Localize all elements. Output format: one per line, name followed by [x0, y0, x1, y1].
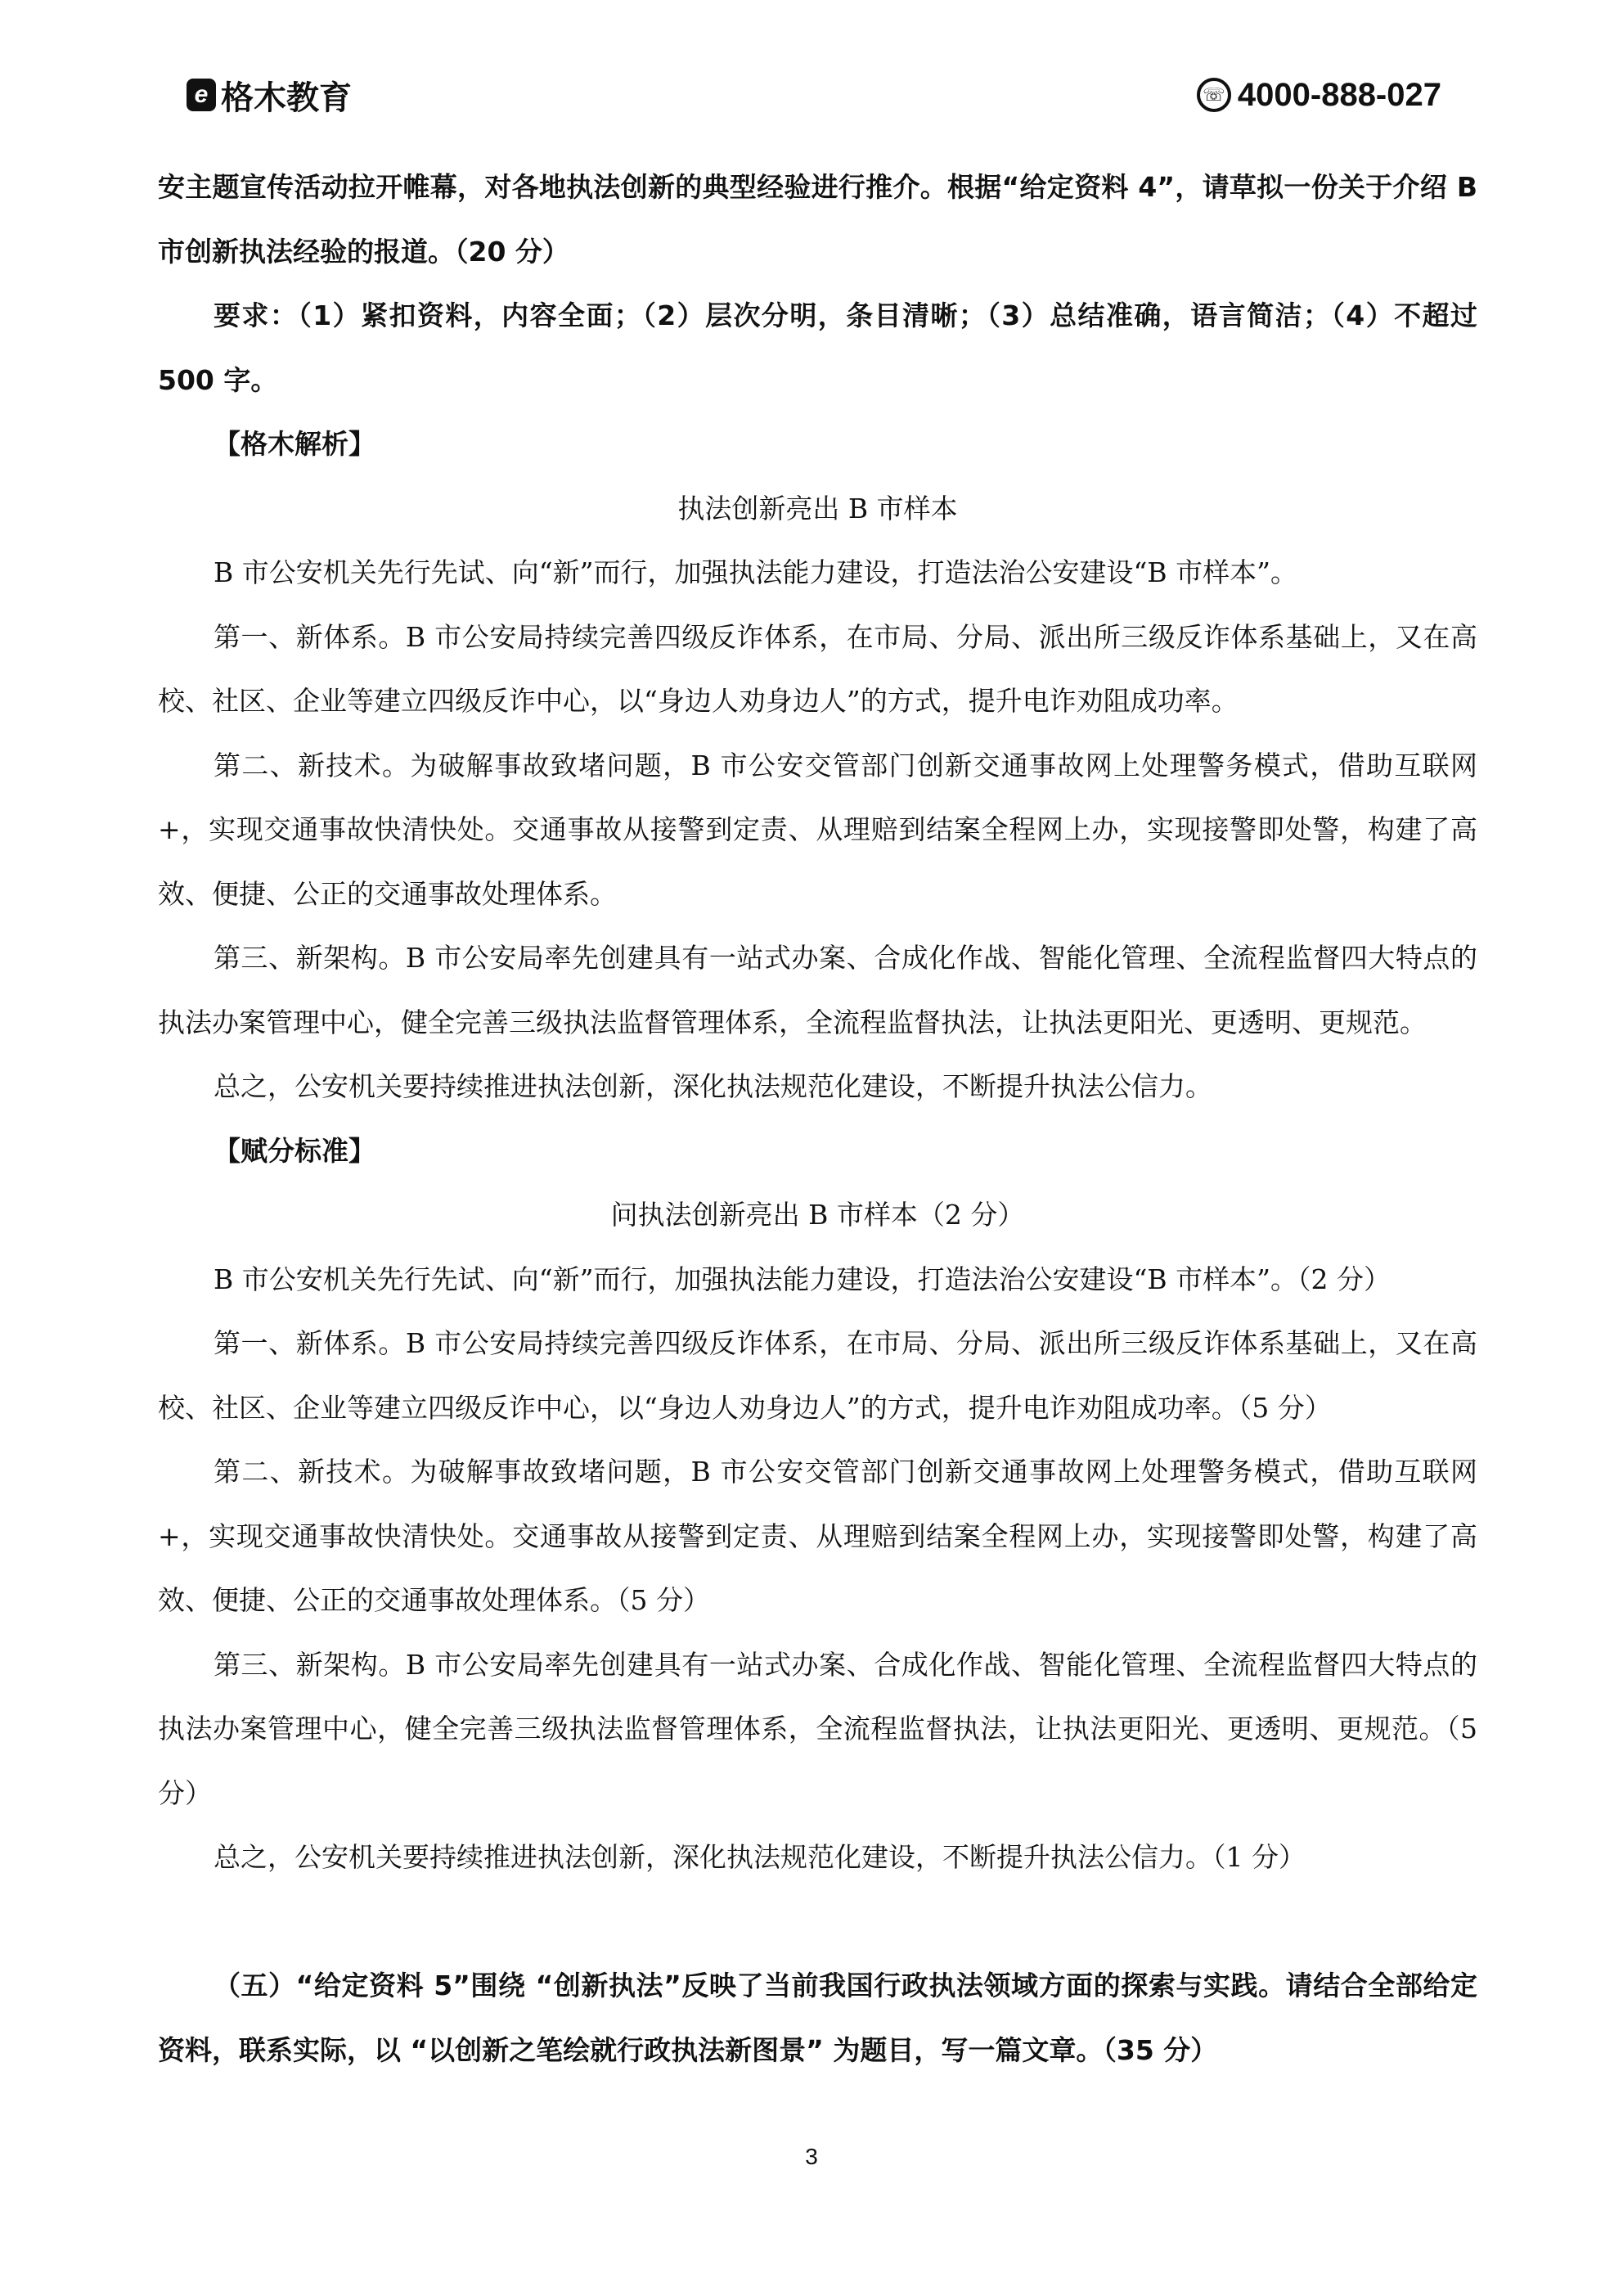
page-header	[187, 72, 1441, 118]
scoring-paragraph: 总之，公安机关要持续推进执法创新，深化执法规范化建设，不断提升执法公信力。（1 分）	[214, 1841, 1306, 1873]
analysis-paragraph: B 市公安机关先行先试、向“新”而行，加强执法能力建设，打造法治公安建设“B 市样本”。	[214, 556, 1297, 588]
page-number: 3	[805, 2144, 818, 2169]
document-body	[158, 155, 1477, 2082]
analysis-paragraph: 第三、新架构。B 市公安局率先创建具有一站式办案、合成化作战、智能化管理、全流程监督四大特点的执法办案管理中心，健全完善三级执法监督管理体系，全流程监督执法，让执法更阳光、更透明、更规范。	[158, 942, 1477, 1038]
phone-icon: ☏	[1197, 78, 1231, 112]
logo-icon: e	[187, 79, 216, 111]
scoring-paragraph: B 市公安机关先行先试、向“新”而行，加强执法能力建设，打造法治公安建设“B 市样本”。（2 分）	[214, 1263, 1391, 1295]
question-text: 安主题宣传活动拉开帷幕，对各地执法创新的典型经验进行推介。根据“给定资料 4”，请草拟一份关于介绍 B 市创新执法经验的报道。（20 分）	[158, 171, 1477, 268]
phone-number: 4000-888-027	[1237, 76, 1441, 113]
scoring-title: 问执法创新亮出 B 市样本（2 分）	[610, 1199, 1025, 1231]
requirements: 要求：（1）紧扣资料，内容全面；（2）层次分明，条目清晰；（3）总结准确，语言简洁；（4）不超过 500 字。	[158, 299, 1477, 396]
analysis-paragraph: 第二、新技术。为破解事故致堵问题，B 市公安交管部门创新交通事故网上处理警务模式，借助互联网+，实现交通事故快清快处。交通事故从接警到定责、从理赔到结案全程网上办，实现接警即处警，构建了高效、便捷、公正的交通事故处理体系。	[158, 749, 1477, 910]
scoring-heading: 【赋分标准】	[214, 1134, 375, 1167]
analysis-paragraph: 总之，公安机关要持续推进执法创新，深化执法规范化建设，不断提升执法公信力。	[214, 1070, 1212, 1102]
scoring-paragraph: 第一、新体系。B 市公安局持续完善四级反诈体系，在市局、分局、派出所三级反诈体系基础上，又在高校、社区、企业等建立四级反诈中心，以“身边人劝身边人”的方式，提升电诈劝阻成功率。（5 分）	[158, 1327, 1477, 1424]
analysis-title: 执法创新亮出 B 市样本	[677, 492, 958, 524]
scoring-paragraph: 第三、新架构。B 市公安局率先创建具有一站式办案、合成化作战、智能化管理、全流程监督四大特点的执法办案管理中心，健全完善三级执法监督管理体系，全流程监督执法，让执法更阳光、更透明、更规范。（5 分）	[158, 1648, 1477, 1809]
logo-text: 格木教育	[221, 79, 352, 116]
analysis-heading: 【格木解析】	[214, 428, 375, 460]
logo	[187, 72, 352, 119]
analysis-paragraph: 第一、新体系。B 市公安局持续完善四级反诈体系，在市局、分局、派出所三级反诈体系基础上，又在高校、社区、企业等建立四级反诈中心，以“身边人劝身边人”的方式，提升电诈劝阻成功率。	[158, 620, 1477, 717]
scoring-paragraph: 第二、新技术。为破解事故致堵问题，B 市公安交管部门创新交通事故网上处理警务模式，借助互联网+，实现交通事故快清快处。交通事故从接警到定责、从理赔到结案全程网上办，实现接警即处警，构建了高效、便捷、公正的交通事故处理体系。（5 分）	[158, 1456, 1477, 1616]
question-5: （五）“给定资料 5”围绕 “创新执法”反映了当前我国行政执法领域方面的探索与实践。请结合全部给定资料，联系实际，以 “以创新之笔绘就行政执法新图景” 为题目，写一篇文章。（35 分）	[158, 1970, 1477, 2066]
hotline	[1197, 77, 1441, 114]
